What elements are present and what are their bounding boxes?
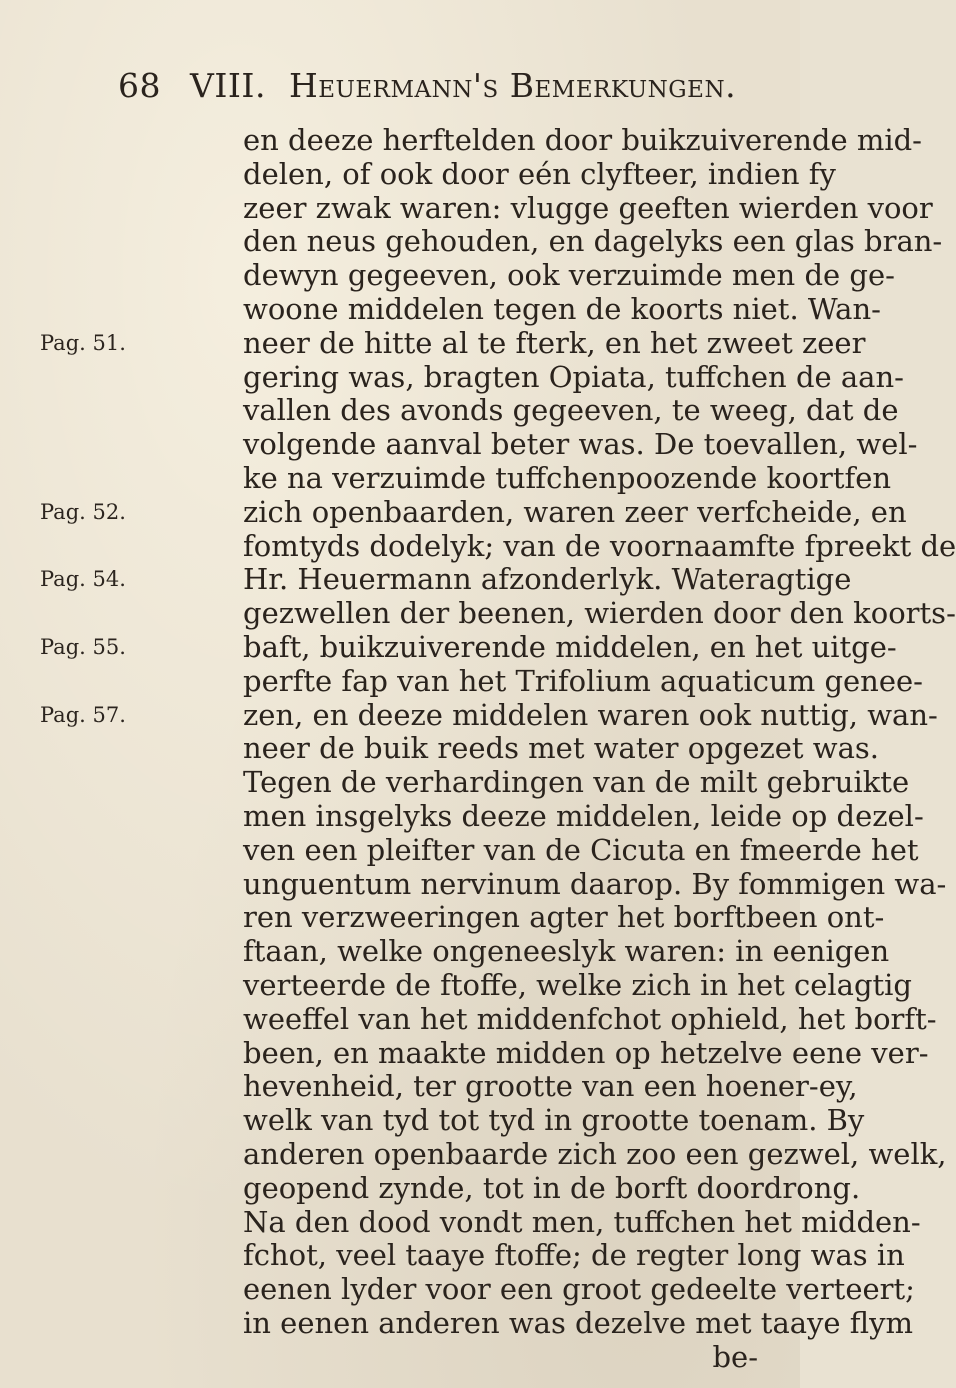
text-line: zeer zwak waren: vlugge geeften wierden voor (243, 190, 933, 225)
text-line: weeffel van het middenfchot ophield, het borft- (243, 1001, 937, 1036)
running-header (118, 64, 738, 108)
text-line: perfte fap van het Trifolium aquaticum genee- (243, 663, 923, 698)
text-line: anderen openbaarde zich zoo een gezwel, welk, (243, 1137, 947, 1171)
running-title: Heuermann's Bemerkungen. (288, 66, 737, 105)
text-line: volgende aanval beter was. De toevallen, wel- (243, 427, 918, 462)
margin-note: Pag. 57. (40, 702, 126, 727)
text-line: unguentum nervinum daarop. By fommigen wa- (243, 866, 947, 901)
text-line: woone middelen tegen de koorts niet. Wan- (243, 292, 881, 326)
text-line: be- (712, 1339, 758, 1374)
text-line: hevenheid, ter grootte van een hoener-ey, (243, 1069, 858, 1104)
text-line: zen, en deeze middelen waren ook nuttig, wan- (243, 697, 938, 732)
text-line: gering was, bragten Opiata, tuffchen de aan- (243, 359, 904, 394)
text-line: den neus gehouden, en dagelyks een glas bran- (243, 224, 943, 259)
text-line: geopend zynde, tot in de borft doordrong. (243, 1170, 861, 1205)
chapter-number: VIII. (190, 66, 266, 105)
text-line: baft, buikzuiverende middelen, en het uitge- (243, 630, 897, 664)
text-line: ke na verzuimde tuffchenpoozende koortfen (243, 461, 892, 495)
text-line: ren verzweeringen agter het borftbeen ont- (243, 900, 885, 935)
text-line: verteerde de ftoffe, welke zich in het celagtig (243, 968, 912, 1002)
text-line: in eenen anderen was dezelve met taaye flym (243, 1306, 914, 1340)
text-line: Na den dood vondt men, tuffchen het midden- (243, 1204, 921, 1239)
text-line: welk van tyd tot tyd in grootte toenam. By (243, 1103, 865, 1138)
margin-note: Pag. 54. (40, 567, 126, 592)
text-line: neer de hitte al te fterk, en het zweet zeer (243, 325, 866, 360)
page-number: 68 (118, 66, 161, 105)
margin-note: Pag. 55. (40, 635, 126, 659)
text-line: vallen des avonds gegeeven, te weeg, dat de (243, 393, 899, 428)
text-line: neer de buik reeds met water opgezet was. (243, 731, 880, 766)
text-line: fomtyds dodelyk; van de voornaamfte fpreekt de (243, 528, 956, 563)
margin-note: Pag. 51. (40, 330, 126, 355)
text-line: men insgelyks deeze middelen, leide op dezel- (243, 799, 924, 833)
text-line: dewyn gegeeven, ook verzuimde men de ge- (243, 258, 895, 293)
text-line: ftaan, welke ongeneeslyk waren: in eenigen (243, 934, 890, 969)
text-line: Hr. Heuermann afzonderlyk. Wateragtige (243, 562, 852, 597)
text-line: fchot, veel taaye ftoffe; de regter long was in (243, 1238, 905, 1273)
text-line: been, en maakte midden op hetzelve eene ver- (243, 1035, 929, 1070)
margin-note: Pag. 52. (40, 499, 126, 524)
text-line: Tegen de verhardingen van de milt gebruikte (243, 765, 910, 800)
text-line: en deeze herftelden door buikzuiverende mid- (243, 123, 922, 157)
text-line: gezwellen der beenen, wierden door den koorts- (243, 596, 956, 631)
text-line: ven een pleifter van de Cicuta en fmeerde het (243, 832, 919, 867)
text-line: eenen lyder voor een groot gedeelte verteert; (243, 1272, 915, 1307)
text-line: zich openbaarden, waren zeer verfcheide, en (243, 494, 907, 529)
text-line: delen, of ook door eén clyfteer, indien fy (243, 156, 836, 191)
